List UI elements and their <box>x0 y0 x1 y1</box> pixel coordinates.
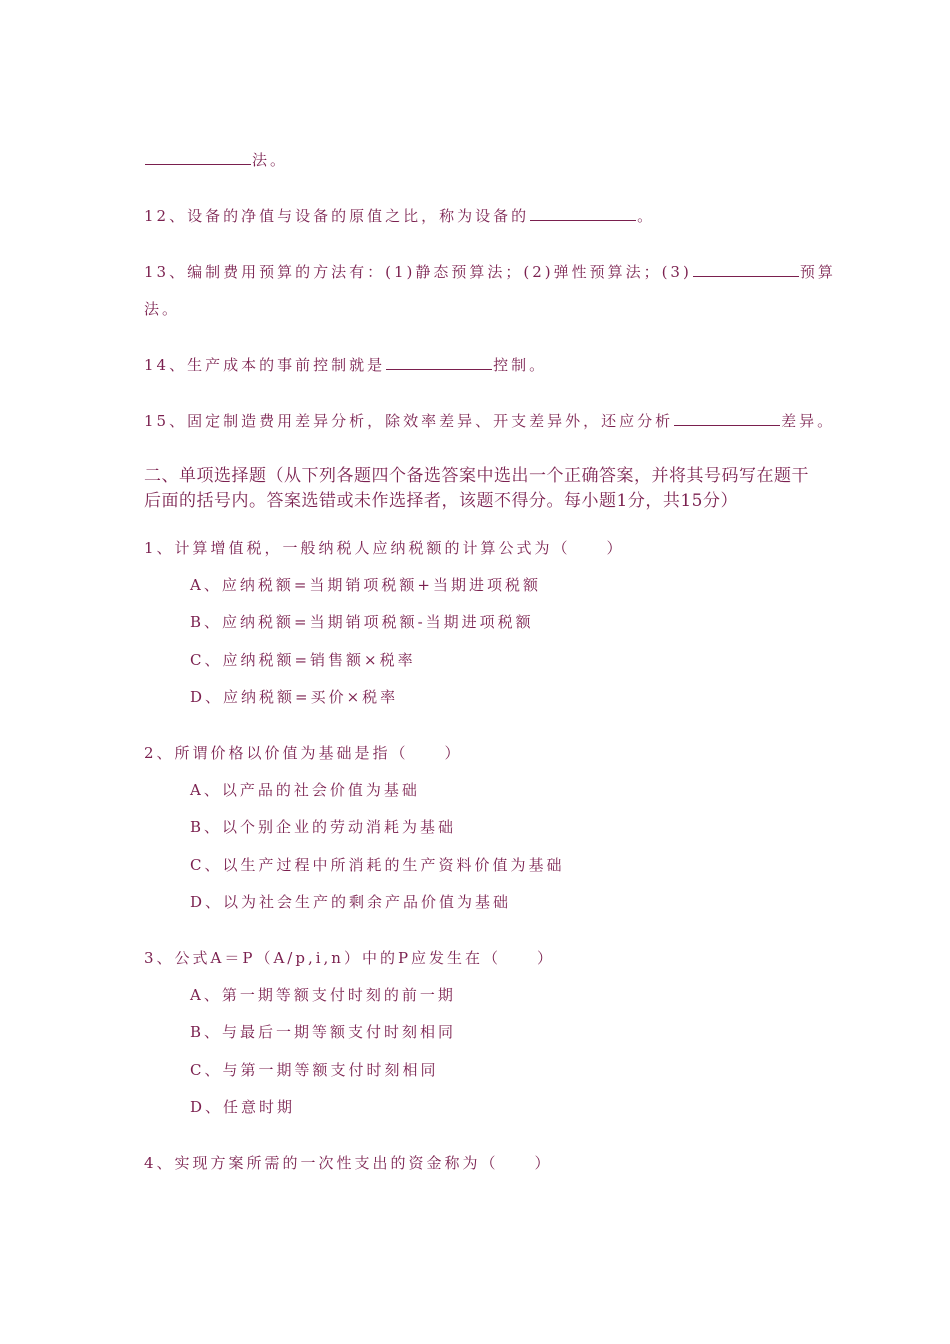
q13-tail-text: 预算 <box>799 263 836 281</box>
q12-text: 12、设备的净值与设备的原值之比，称为设备的 <box>144 207 530 225</box>
mc-question-3-stem: 3、公式A＝P（A/p,i,n）中的P应发生在（ ） <box>144 949 556 967</box>
section2-heading-line2: 后面的括号内。答案选错或未作选择者，该题不得分。每小题1分，共15分） <box>144 491 738 511</box>
answer-blank <box>674 411 780 426</box>
mc-question-1-option-d: D、应纳税额=买价×税率 <box>190 688 399 706</box>
mc-question-1-stem: 1、计算增值税，一般纳税人应纳税额的计算公式为（ ） <box>144 539 625 557</box>
q13-text: 13、编制费用预算的方法有：(1)静态预算法；(2)弹性预算法；(3) <box>144 263 692 281</box>
mc-question-1-option-c: C、应纳税额=销售额×税率 <box>190 651 416 669</box>
mc-question-2-stem: 2、所谓价格以价值为基础是指（ ） <box>144 744 463 762</box>
mc-question-3-option-a: A、第一期等额支付时刻的前一期 <box>190 986 456 1004</box>
mc-question-4-stem: 4、实现方案所需的一次性支出的资金称为（ ） <box>144 1154 553 1172</box>
q12-tail-text: 。 <box>637 207 656 225</box>
answer-blank <box>386 355 492 370</box>
q15-text: 15、固定制造费用差异分析，除效率差异、开支差异外，还应分析 <box>144 412 674 430</box>
mc-question-3-option-d: D、任意时期 <box>190 1098 296 1116</box>
mc-question-3-option-c: C、与第一期等额支付时刻相同 <box>190 1061 439 1079</box>
mc-question-2-option-b: B、以个别企业的劳动消耗为基础 <box>190 818 457 836</box>
q11-continuation <box>144 150 288 170</box>
q11-tail-text: 法。 <box>252 151 289 169</box>
mc-question-2-option-a: A、以产品的社会价值为基础 <box>190 781 420 799</box>
question-13 <box>144 262 836 282</box>
q14-text: 14、生产成本的事前控制就是 <box>144 356 386 374</box>
question-14 <box>144 355 547 375</box>
answer-blank <box>145 150 251 165</box>
question-15 <box>144 411 835 431</box>
mc-question-2-option-c: C、以生产过程中所消耗的生产资料价值为基础 <box>190 856 565 874</box>
q15-tail-text: 差异。 <box>781 412 836 430</box>
q14-tail-text: 控制。 <box>493 356 548 374</box>
mc-question-1-option-a: A、应纳税额=当期销项税额+当期进项税额 <box>190 576 541 594</box>
section2-heading-line1: 二、单项选择题（从下列各题四个备选答案中选出一个正确答案，并将其号码写在题干 <box>144 466 809 486</box>
question-13-continuation: 法。 <box>144 300 181 318</box>
mc-question-1-option-b: B、应纳税额=当期销项税额-当期进项税额 <box>190 613 534 631</box>
mc-question-2-option-d: D、以为社会生产的剩余产品价值为基础 <box>190 893 512 911</box>
answer-blank <box>693 262 799 277</box>
mc-question-3-option-b: B、与最后一期等额支付时刻相同 <box>190 1023 457 1041</box>
question-12 <box>144 206 655 226</box>
answer-blank <box>530 206 636 221</box>
